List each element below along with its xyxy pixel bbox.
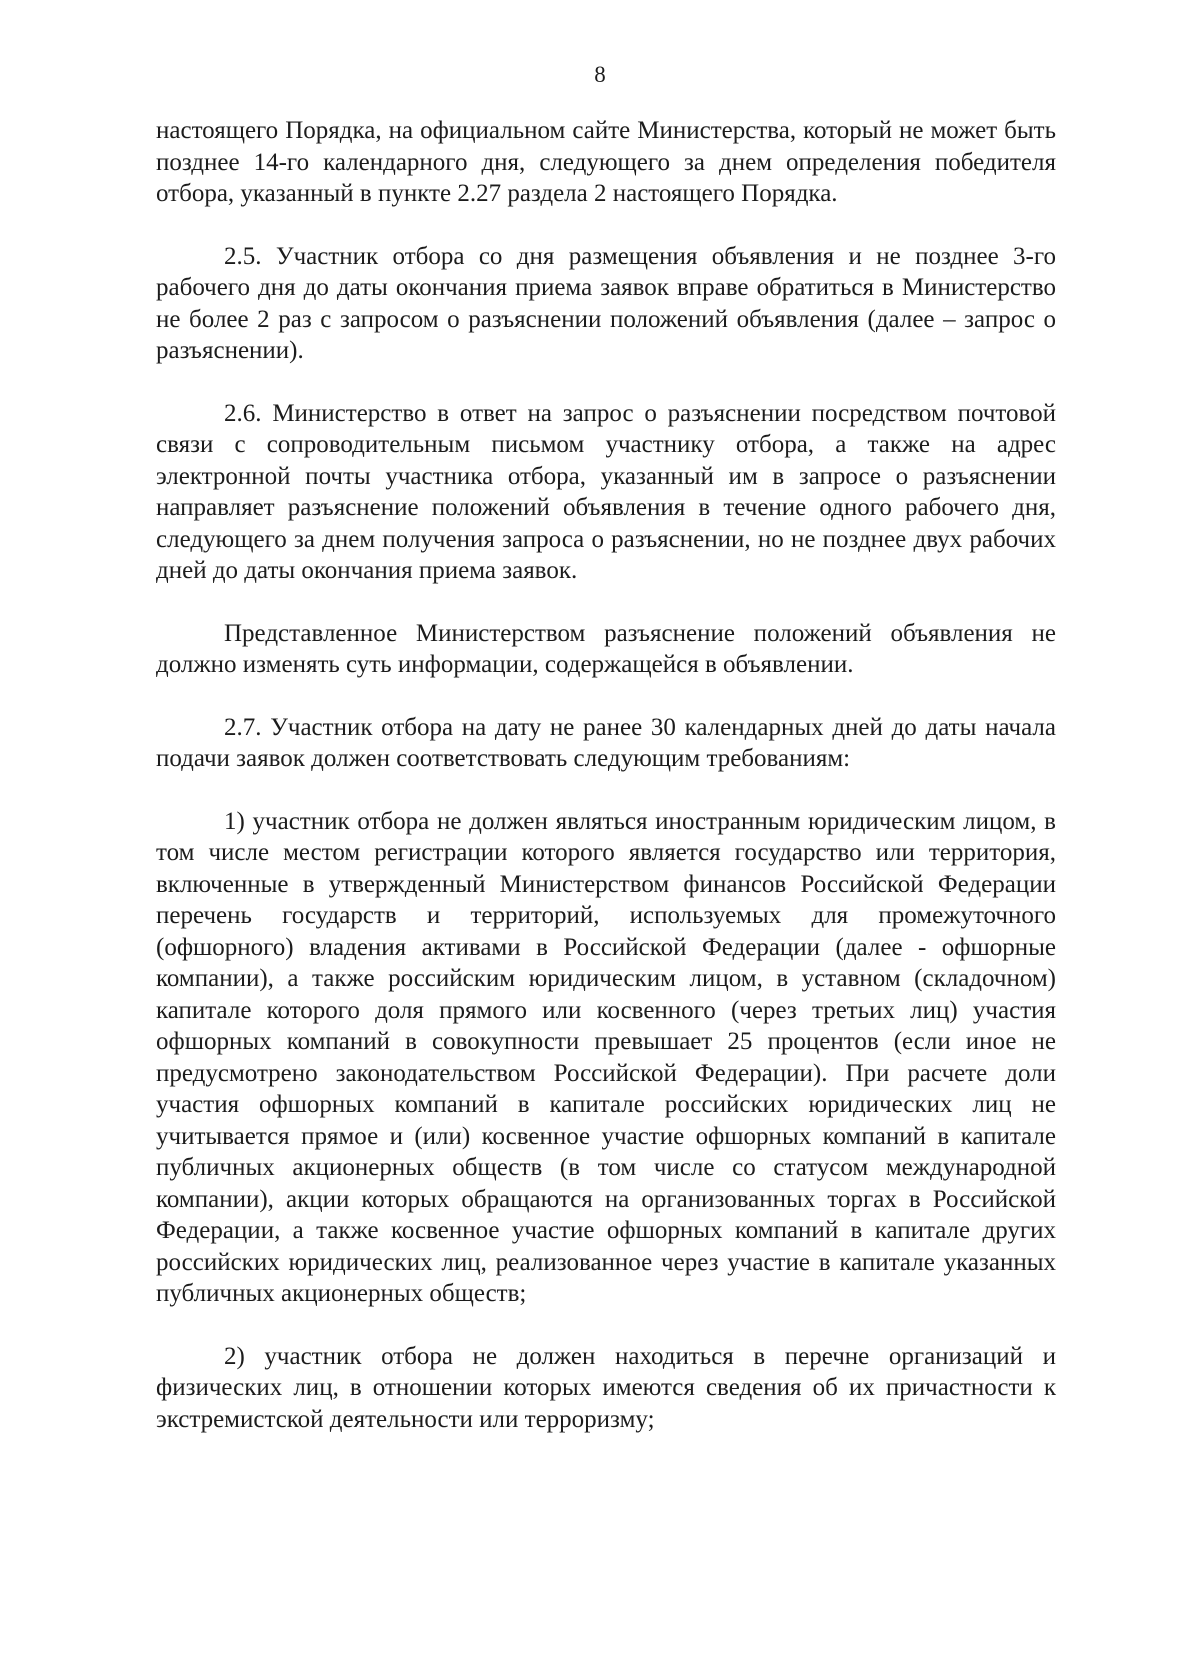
paragraph-clause-2-5: 2.5. Участник отбора со дня размещения объявления и не позднее 3-го рабочего дня до даты окончания приема заявок вправе обратиться в Министерство не более 2 раз с запросом о разъяснении положений объявления (далее – запрос о разъяснении).: [156, 242, 1056, 364]
page-number: 8: [594, 62, 606, 87]
document-body: [156, 115, 1056, 1466]
paragraph-clause-2-6: 2.6. Министерство в ответ на запрос о разъяснении посредством почтовой связи с сопроводительным письмом участнику отбора, а также на адрес электронной почты участника отбора, указанный им в запросе о разъяснении направляет разъяснение положений объявления в течение одного рабочего дня, следующего за днем получения запроса о разъяснении, но не позднее двух рабочих дней до даты окончания приема заявок.: [156, 399, 1056, 584]
paragraph-continuation: настоящего Порядка, на официальном сайте Министерства, который не может быть позднее 14-го календарного дня, следующего за днем определения победителя отбора, указанный в пункте 2.27 раздела 2 настоящего Порядка.: [156, 117, 1056, 207]
paragraph-requirement-2: 2) участник отбора не должен находиться в перечне организаций и физических лиц, в отношении которых имеются сведения об их причастности к экстремистской деятельности или терроризму;: [156, 1342, 1056, 1433]
paragraph-requirement-1: 1) участник отбора не должен являться иностранным юридическим лицом, в том числе местом регистрации которого является государство или территория, включенные в утвержденный Министерством финансов Российской Федерации перечень государств и территорий, используемых для промежуточного (офшорного) владения активами в Российской Федерации (далее - офшорные компании), а также российским юридическим лицом, в уставном (складочном) капитале которого доля прямого или косвенного (через третьих лиц) участия офшорных компаний в совокупности превышает 25 процентов (если иное не предусмотрено законодательством Российской Федерации). При расчете доли участия офшорных компаний в капитале российских юридических лиц не учитывается прямое и (или) косвенное участие офшорных компаний в капитале публичных акционерных обществ (в том числе со статусом международной компании), акции которых обращаются на организованных торгах в Российской Федерации, а также косвенное участие офшорных компаний в капитале других российских юридических лиц, реализованное через участие в капитале указанных публичных акционерных обществ;: [156, 807, 1056, 1307]
paragraph-clause-2-6-note: Представленное Министерством разъяснение положений объявления не должно изменять суть информации, содержащейся в объявлении.: [156, 619, 1056, 678]
paragraph-clause-2-7: 2.7. Участник отбора на дату не ранее 30 календарных дней до даты начала подачи заявок должен соответствовать следующим требованиям:: [156, 713, 1056, 772]
